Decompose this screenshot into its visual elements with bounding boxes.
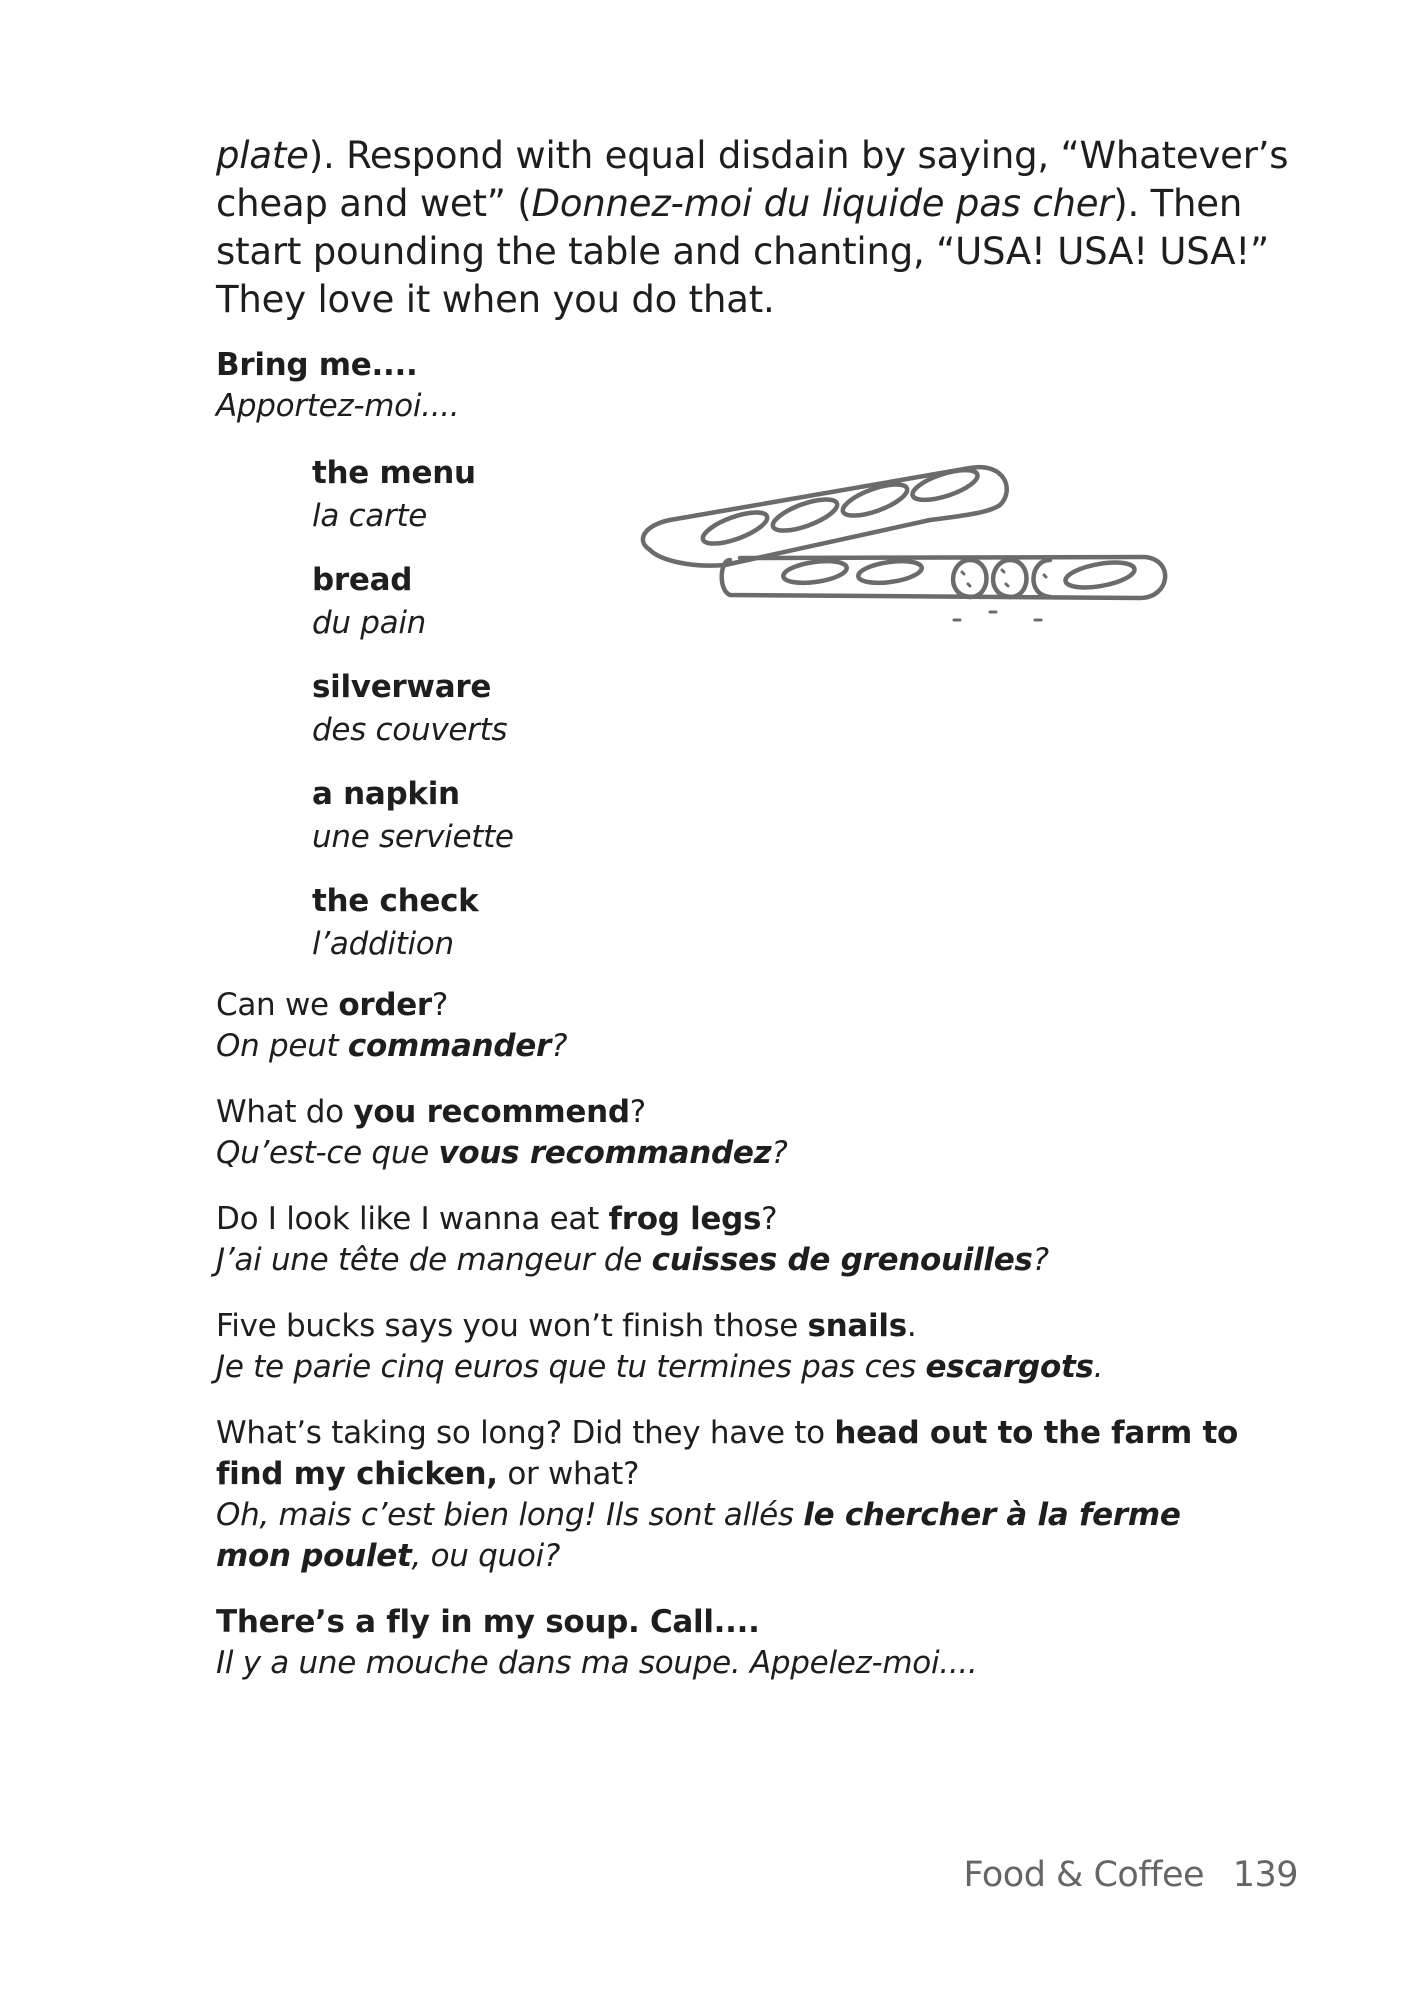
- phrase-fr: Il y a une mouche dans ma soupe. Appelez-moi....: [216, 1645, 978, 1681]
- phrase-en: [216, 1306, 1316, 1347]
- en-bold: head out to the farm to find my chicken,: [216, 1415, 1238, 1492]
- intro-text-2: ). Then start pounding the table and chanting, “USA! USA! USA!” They love it when you do that.: [216, 182, 1269, 321]
- fr-bold: escargots: [925, 1349, 1094, 1385]
- phrase-en: [216, 1092, 1316, 1133]
- page-footer: [964, 1855, 1299, 1895]
- intro-paragraph: [216, 132, 1306, 324]
- fr-text: ?: [771, 1135, 788, 1171]
- fr-text: .: [1093, 1349, 1104, 1385]
- item-en: silverware: [312, 669, 492, 705]
- en-bold: frog legs: [608, 1201, 762, 1237]
- fr-text: Oh, mais c’est bien long! Ils sont allés: [216, 1497, 804, 1533]
- list-item-silverware: [312, 666, 507, 752]
- fr-text: , ou quoi?: [411, 1538, 561, 1574]
- en-text: Can we: [216, 987, 339, 1023]
- en-text: ?: [761, 1201, 778, 1237]
- en-bold: you recommend: [353, 1094, 630, 1130]
- phrase-fr: Apportez-moi....: [216, 388, 460, 424]
- item-fr: la carte: [312, 498, 428, 534]
- fr-bold: vous recommandez: [438, 1135, 772, 1171]
- baguettes-icon: [630, 460, 1190, 640]
- phrase-bring-me: [216, 345, 1316, 427]
- footer-section-title: Food & Coffee: [963, 1855, 1205, 1895]
- list-item-napkin: [312, 773, 514, 859]
- page-number: 139: [1232, 1855, 1298, 1895]
- fr-text: Qu’est-ce que: [216, 1135, 439, 1171]
- en-text: ?: [629, 1094, 646, 1130]
- en-text: Five bucks says you won’t finish those: [216, 1308, 808, 1344]
- item-fr: l’addition: [312, 926, 454, 962]
- item-en: a napkin: [312, 776, 460, 812]
- fr-bold: commander: [347, 1028, 551, 1064]
- en-text: What do: [216, 1094, 354, 1130]
- fr-bold: cuisses de grenouilles: [651, 1242, 1033, 1278]
- intro-text-1: ). Respond with equal disdain by saying, “Whatever’s cheap and wet” (: [216, 134, 1289, 225]
- en-text: .: [906, 1308, 917, 1344]
- en-bold: snails: [807, 1308, 907, 1344]
- item-fr: du pain: [312, 605, 427, 641]
- phrase-order: [216, 985, 1316, 1067]
- phrase-fr: [216, 1240, 1316, 1281]
- phrase-fr: [216, 1133, 1316, 1174]
- fr-text: ?: [1032, 1242, 1049, 1278]
- phrase-en: [216, 985, 1316, 1026]
- phrase-en: [216, 1413, 1256, 1495]
- phrase-recommend: [216, 1092, 1316, 1174]
- phrase-fr: [216, 1495, 1256, 1577]
- list-item-menu: [312, 452, 476, 538]
- fr-text: J’ai une tête de mangeur de: [216, 1242, 652, 1278]
- phrase-snails: [216, 1306, 1316, 1388]
- item-fr: une serviette: [312, 819, 514, 855]
- fr-bold: le chercher à la ferme mon poulet: [216, 1497, 1181, 1574]
- en-bold: order: [338, 987, 432, 1023]
- phrase-en: Bring me....: [216, 347, 418, 383]
- phrase-fr: [216, 1026, 1316, 1067]
- en-text: ?: [431, 987, 449, 1023]
- intro-italic-french: Donnez-moi du liquide pas cher: [531, 182, 1114, 225]
- fr-text: On peut: [216, 1028, 348, 1064]
- phrase-fly-soup: [216, 1602, 1316, 1684]
- fr-text: ?: [551, 1028, 568, 1064]
- list-item-bread: [312, 559, 426, 645]
- phrase-chicken: [216, 1413, 1256, 1577]
- item-fr: des couverts: [312, 712, 508, 748]
- en-text: What’s taking so long? Did they have to: [216, 1415, 835, 1451]
- en-text: Do I look like I wanna eat: [216, 1201, 609, 1237]
- item-en: the check: [312, 883, 479, 919]
- item-en: the menu: [312, 455, 476, 491]
- list-item-check: [312, 880, 478, 966]
- phrase-en: There’s a fly in my soup. Call....: [216, 1604, 760, 1640]
- item-en: bread: [312, 562, 413, 598]
- en-text: or what?: [497, 1456, 640, 1492]
- intro-italic-plate: plate: [216, 134, 309, 177]
- phrase-en: [216, 1199, 1316, 1240]
- phrase-fr: [216, 1347, 1316, 1388]
- phrase-frog-legs: [216, 1199, 1316, 1281]
- fr-text: Je te parie cinq euros que tu termines pas ces: [216, 1349, 926, 1385]
